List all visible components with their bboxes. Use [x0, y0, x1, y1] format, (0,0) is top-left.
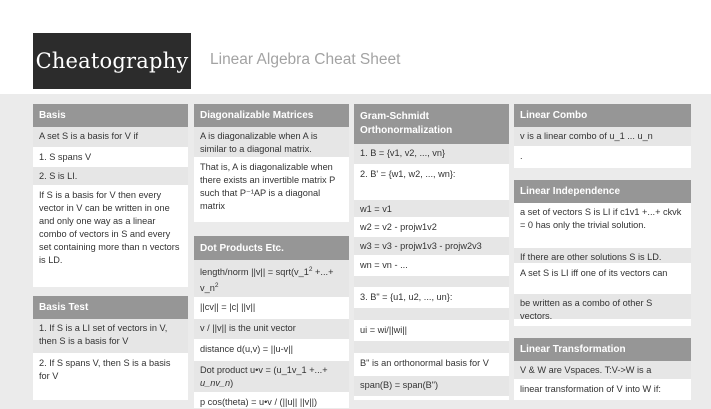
- column-3: [354, 104, 509, 400]
- section-title: Dot Products Etc.: [194, 236, 349, 260]
- column-2: [194, 104, 349, 407]
- list-item: 2. If S spans V, then S is a basis for V: [33, 354, 188, 388]
- section-title: Basis Test: [33, 296, 188, 319]
- list-item: v is a linear combo of u_1 ... u_n: [514, 127, 691, 147]
- list-item: linear transformation of V into W if:: [514, 380, 691, 400]
- section-gap: [514, 326, 691, 338]
- section-title: Linear Transformation: [514, 338, 691, 361]
- section-title: Gram-Schmidt Orthonormalization: [354, 104, 509, 144]
- basis-test-section: [33, 296, 188, 388]
- list-item: ui = wi/||wi||: [354, 321, 509, 341]
- list-item: A set S is a basis for V if: [33, 127, 188, 148]
- linear-transformation-section: [514, 338, 691, 400]
- section-title: Linear Independence: [514, 180, 691, 203]
- list-item: a set of vectors S is LI if c1v1 +...+ ckvk = 0 has only the trivial solution.: [514, 203, 691, 248]
- list-item: w3 = v3 - projw1v3 - projw2v3: [354, 237, 509, 256]
- section-title: Basis: [33, 104, 188, 127]
- list-item: 1. B = {v1, v2, ..., vn}: [354, 144, 509, 165]
- list-item: A set S is LI iff one of its vectors can: [514, 264, 691, 294]
- list-item: w2 = v2 - projw1v2: [354, 218, 509, 237]
- list-item: p cos(theta) = u•v / (||u|| ||v||): [194, 393, 349, 408]
- basis-section: [33, 104, 188, 287]
- linear-combo-section: [514, 104, 691, 168]
- list-item: 2. B' = {w1, w2, ..., wn}:: [354, 165, 509, 186]
- list-item: 1. If S is a LI set of vectors in V, then S is a basis for V: [33, 319, 188, 354]
- list-item: 1. S spans V: [33, 148, 188, 167]
- list-item: A is diagonalizable when A is similar to a diagonal matrix.: [194, 127, 349, 158]
- list-item: B" is an orthonormal basis for V: [354, 354, 509, 376]
- diagonalizable-section: [194, 104, 349, 218]
- dot-products-section: [194, 236, 349, 408]
- list-item: 3. B" = {u1, u2, ..., un}:: [354, 288, 509, 308]
- list-item: If there are other solutions S is LD.: [514, 248, 691, 264]
- cheatography-logo[interactable]: Cheatography: [33, 33, 191, 89]
- page-title: Linear Algebra Cheat Sheet: [210, 51, 401, 68]
- section-gap: [194, 222, 349, 236]
- gram-schmidt-section: [354, 104, 509, 397]
- list-item: v / ||v|| is the unit vector: [194, 319, 349, 340]
- list-item: .: [514, 147, 691, 168]
- section-gap: [514, 168, 691, 180]
- list-item: [354, 341, 509, 354]
- list-item: wn = vn - ...: [354, 256, 509, 276]
- list-item: be written as a combo of other S vectors.: [514, 294, 691, 320]
- list-item: span(B) = span(B"): [354, 376, 509, 397]
- list-item: That is, A is diagonalizable when there exists an invertible matrix P such that P⁻¹AP is a diagonal matrix: [194, 158, 349, 218]
- list-item: If S is a basis for V then every vector in V can be written in one and only one way as a linear combo of vectors in S and every set containing more than n vectors is LD.: [33, 186, 188, 287]
- list-item: [354, 276, 509, 288]
- list-item: distance d(u,v) = ||u-v||: [194, 340, 349, 361]
- column-1: [33, 104, 188, 400]
- linear-independence-section: [514, 180, 691, 320]
- section-title: Linear Combo: [514, 104, 691, 127]
- column-4: [514, 104, 691, 400]
- list-item: 2. S is LI.: [33, 167, 188, 186]
- list-item: Dot product u•v = (u_1v_1 +...+ u_nv_n): [194, 361, 349, 393]
- list-item: [354, 186, 509, 200]
- list-item: ||cv|| = |c| ||v||: [194, 298, 349, 319]
- list-item: V & W are Vspaces. T:V->W is a: [514, 361, 691, 380]
- list-item: [354, 308, 509, 321]
- list-item: w1 = v1: [354, 200, 509, 218]
- list-item: length/norm $||v|| = sqrt(v\_1^2$ +...+ $v\_n^2$: [194, 260, 349, 298]
- section-title: Diagonalizable Matrices: [194, 104, 349, 127]
